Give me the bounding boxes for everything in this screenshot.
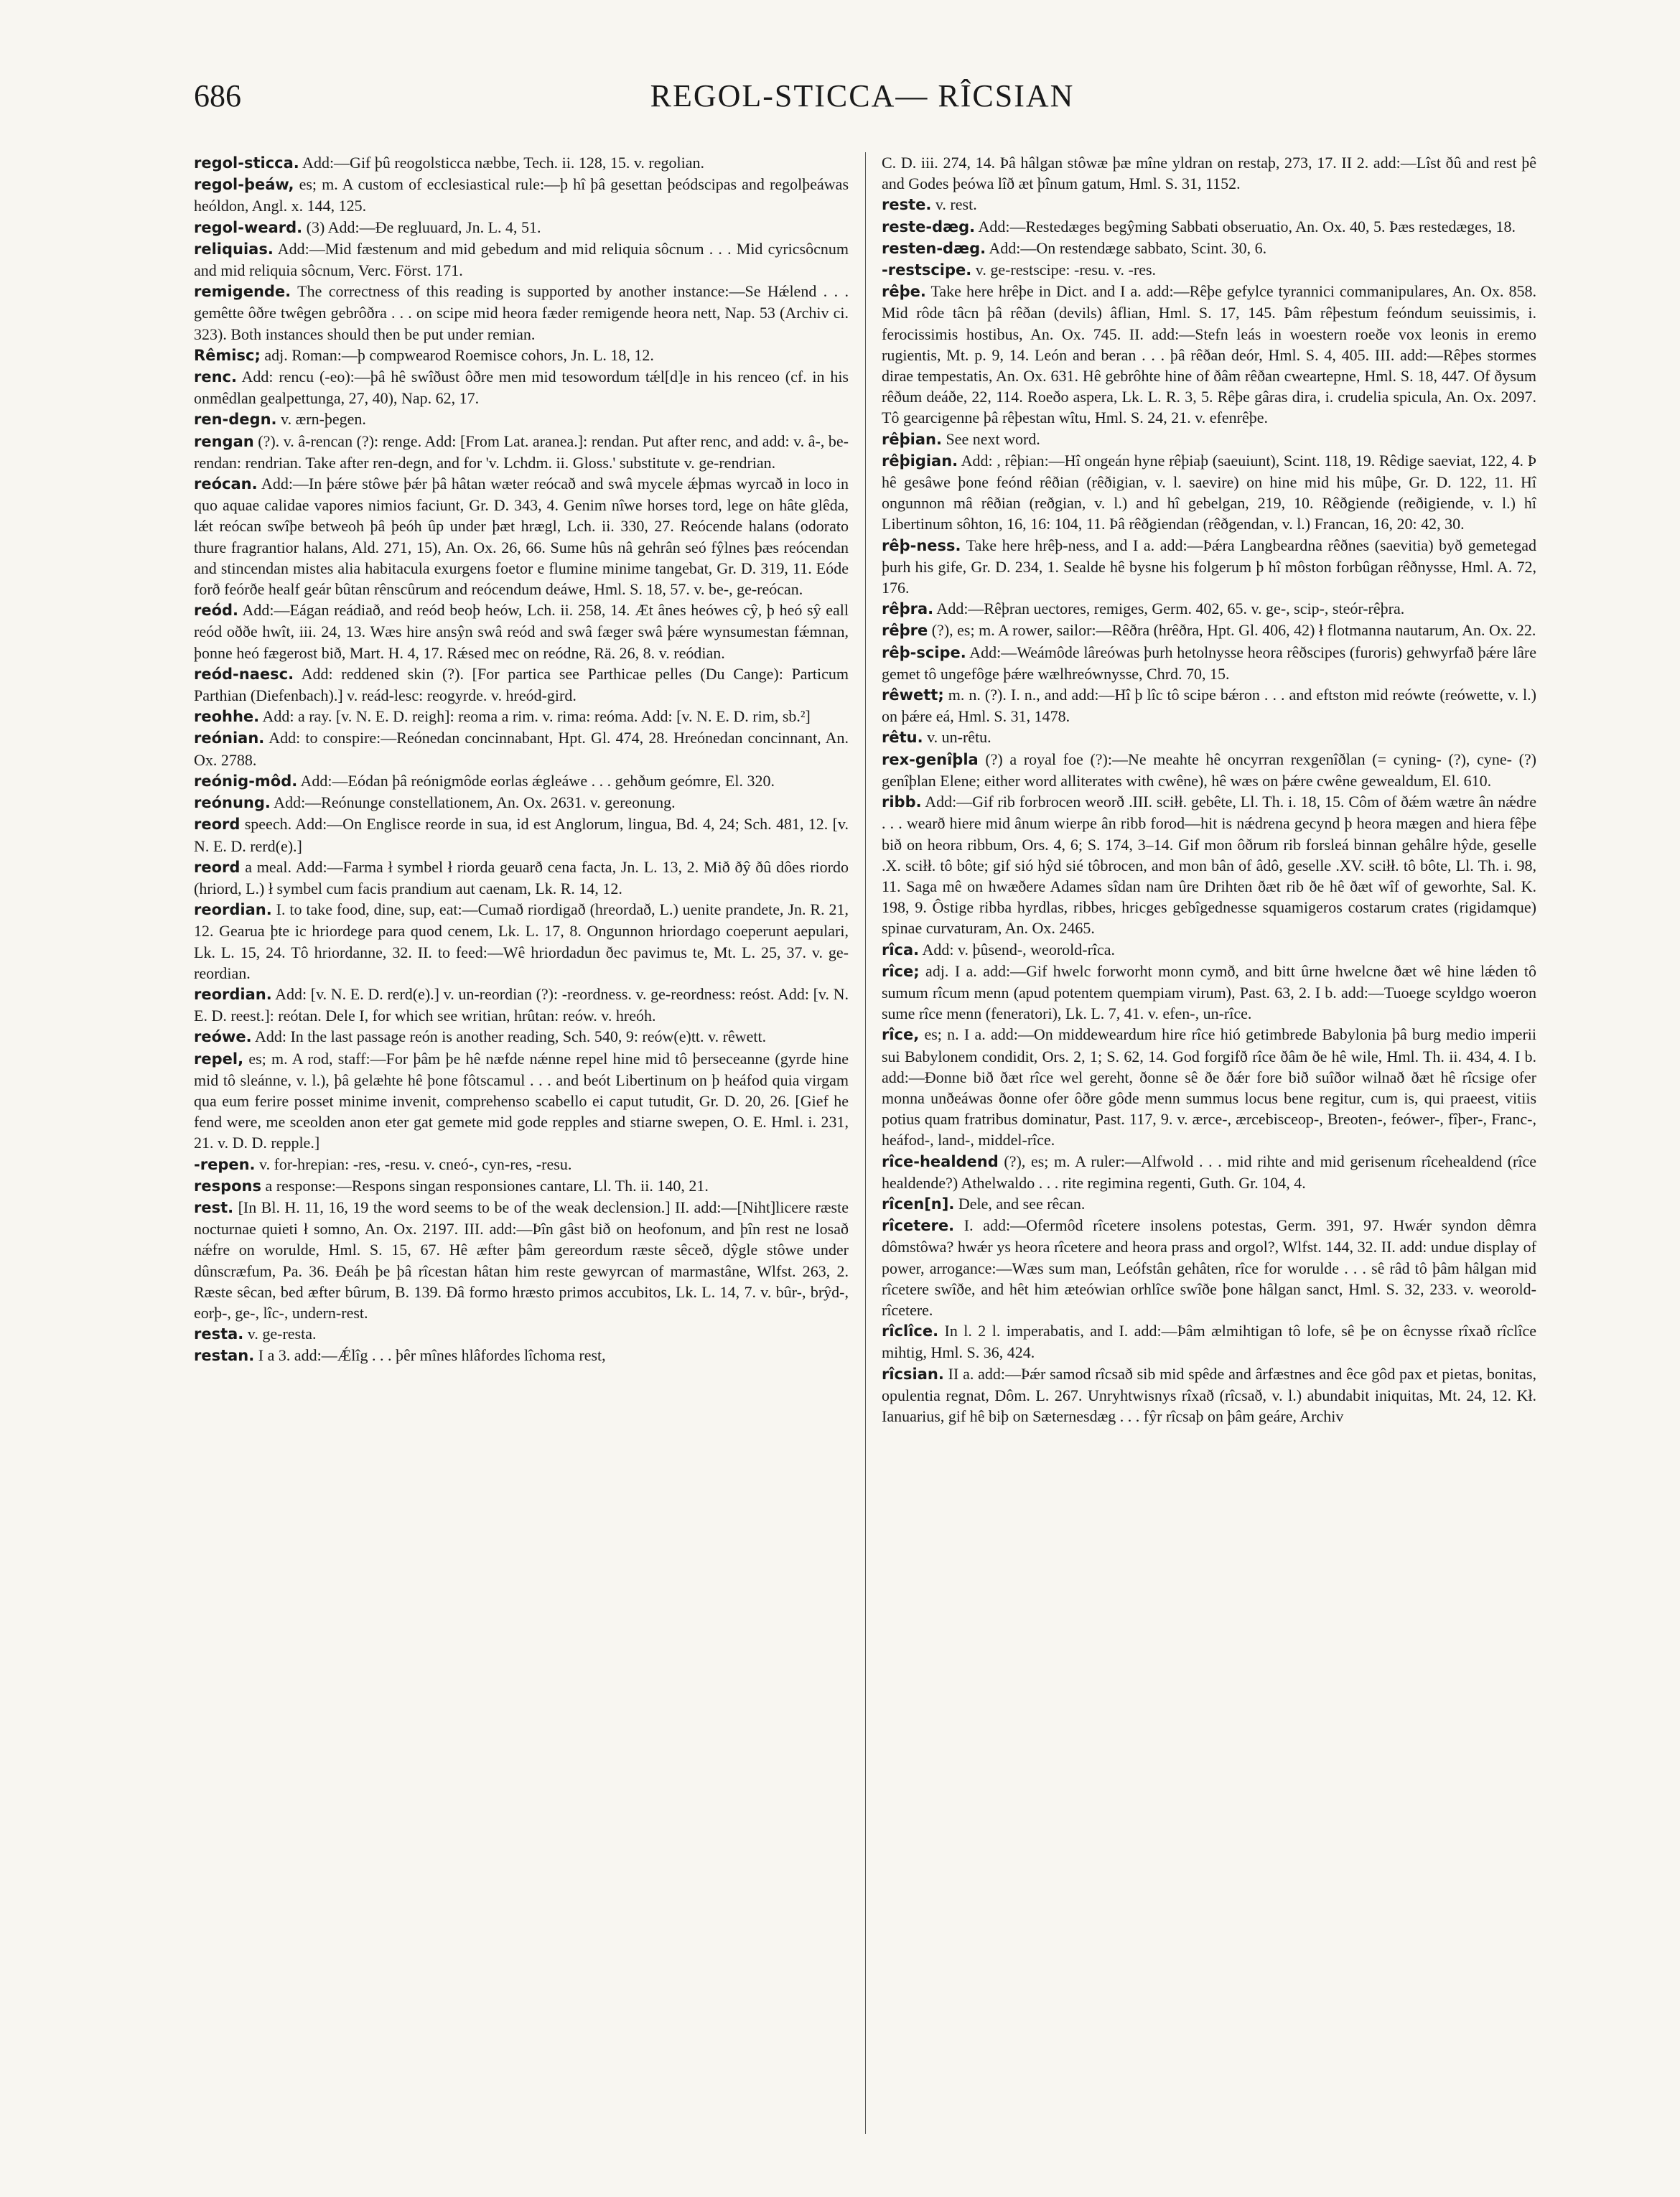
entry-headword: rex-genîþla	[882, 750, 979, 768]
entry-text: Add:—Rêþran uectores, remiges, Germ. 402, 65. v. ge-, scip-, steór-rêþra.	[933, 600, 1405, 618]
entry-text: Add:—In þǽre stôwe þǽr þâ hâtan wæter reócað and swâ mycele ǽþmas wyrcað in loco in quo aquae calidae vapores nimios faciunt, Gr. D. 343, 4. Genim nîwe horses tord, lege on hâte glêda, lǽt reócan swîþe betweoh þâ þeóh ûp under þæt hrægl, Lch. ii. 330, 27. Reócende halans (odorato thure fragrantior halans, Ald. 271, 15), An. Ox. 26, 66. Sume hûs nâ gehrân seó fŷlnes þæs reócendan and stincendan mistes alia habitacula exurgens foetor e flumine minime tangebat, Gr. D. 319, 11. Eóde forð feórðe healf geár bûtan rênscûrum and reócendum deáwe, Hml. S. 18, 57. v. be-, ge-reócan.	[194, 475, 849, 599]
entry-text: adj. I a. add:—Gif hwelc forworht monn cymð, and bitt ûrne hwelcne ðæt wê hine lǽden tô sumum rîcum menn (apud potentem quempiam virum), Past. 63, 2. I b. add:—Tuoege scyldgo woeron sume rîce menn (feneratori), Lk. L. 7, 41. v. efen-, un-rîce.	[882, 961, 1536, 1023]
entry-headword: reord	[194, 858, 241, 876]
entry-headword: rêtu.	[882, 729, 923, 747]
entry-text: v. ærn-þegen.	[276, 410, 366, 429]
entry-headword: renc.	[194, 368, 237, 386]
entry-text: [In Bl. H. 11, 16, 19 the word seems to be of the weak declension.] II. add:—[Niht]licere ræste nocturnae quieti ł somno, An. Ox. 2197. III. add:—Þîn gâst bið on heofonum, and þîn rest ne losað nǽfre on woruldе, Hml. S. 15, 67. Hê æfter þâm gereordum ræste sêceð, dŷgle stôwe under dûnscræfum, Pa. 36. Ðeáh þe þâ rîcestan hâtan him reste gewyrcan of marmastâne, Wlfst. 263, 2. Ræste sêcan, bed æfter bûrum, B. 139. Ðâ formo hræsto primos accubitos, Lk. L. 14, 7. v. bûr-, brŷd-, eorþ-, ge-, lîc-, undern-rest.	[194, 1198, 849, 1322]
dictionary-entry	[194, 152, 849, 174]
entry-headword: rêþe.	[882, 283, 926, 301]
entry-headword: resta.	[194, 1325, 244, 1343]
page-number: 686	[194, 78, 241, 113]
entry-headword: reordian.	[194, 901, 272, 919]
entry-text: Add:—Restedæges begŷming Sabbati obseruatio, An. Ox. 40, 5. Þæs restedæges, 18.	[975, 217, 1516, 235]
entry-headword: rêþ-scipe.	[882, 643, 966, 661]
entry-headword: reónig-môd.	[194, 772, 298, 790]
dictionary-entry	[882, 642, 1536, 684]
entry-headword: reónung.	[194, 794, 271, 812]
dictionary-entry	[882, 429, 1536, 450]
dictionary-entry	[194, 813, 849, 856]
entry-headword: remigende.	[194, 283, 291, 301]
entry-text: Add:—On restendæge sabbato, Scint. 30, 6.	[986, 238, 1267, 257]
dictionary-entry	[882, 450, 1536, 535]
column-divider	[865, 152, 866, 2134]
dictionary-entry	[194, 473, 849, 600]
entry-text: (?), es; m. A ruler:—Alfwold . . . mid rihte and mid gerisenum rîcehealdend (rîce healdende?) Athelwaldo . . . rite regimina regenti, Guth. Gr. 104, 4.	[882, 1152, 1536, 1192]
dictionary-entry	[194, 1026, 849, 1048]
dictionary-entry	[882, 727, 1536, 748]
dictionary-entry	[194, 281, 849, 345]
entry-headword: rîcen[n].	[882, 1195, 955, 1213]
entry-headword: reónian.	[194, 729, 265, 747]
dictionary-entry	[194, 366, 849, 409]
running-head: REGOL-STICCA— RÎCSIAN	[650, 78, 1075, 113]
entry-text: I. add:—Ofermôd rîcetere insolens potestas, Germ. 391, 97. Hwǽr syndon dêmra dômstôwa? hwǽr ys heora rîcetere and heora prass and orgol?, Wlfst. 144, 32. II. add: undue display of power, arrogance:—Wæs sum man, Leófstân gehâten, rîce for worulde . . . sê râd tô þâm hâlgan mid rîcetere swîðe, and hêt him æteówian orhlîce swîðe þone hâlgan sanct, Hml. S. 32, 233. v. weorold-rîcetere.	[882, 1216, 1536, 1319]
entry-headword: rîce,	[882, 1026, 920, 1044]
entry-text: es; m. A rod, staff:—For þâm þe hê næfde nǽnne repel hine mid tô þerseceanne (gyrde hine mid tô sleánne, v. l.), þâ gelæhte hê þone fôtscamul . . . and beót Libertinum on þ heáfod quia virgam qua eum ferire posset minime invenit, comprehenso scabello ei caput tutudit, Gr. D. 20, 26. [Gief he fend were, me sceolden anon eter gat gemete mid gode repples and stiarne swepen, O. E. Hml. i. 231, 21. v. D. D. repple.]	[194, 1049, 849, 1152]
entry-text: adj. Roman:—þ compwearod Roemisce cohors, Jn. L. 18, 12.	[260, 345, 654, 364]
entry-text: Take here hrêþe in Dict. and I a. add:—Rêþe gefylce tyrannici commanipulares, An. Ox. 858. Mid rôde tâcn þâ rêðan (devils) âflian, Hml. S. 17, 145. Þâm rêþestum feóndum seuissimis, i. ferocissimis hostibus, An. Ox. 745. II. add:—Stefn leás in woestern roeðe vox leonis in eremo rugientis, Mt. p. 9, 14. León and beran . . . þâ rêðan deór, Hml. S. 4, 405. III. add:—Rêþes stormes dirae tempestatis, An. Ox. 631. Hê gebrôhte hine of ðâm rêðan cweartерne, Hml. S. 18, 447. Of ðysum rêðum deáðe, 22, 114. Roeðo aspera, Lk. L. R. 3, 5. Rêþe gâras dira, i. crudelia spicula, An. Ox. 2097. Tô gearcigenne þâ rêþestan wîtu, Hml. S. 24, 21. v. efenrêþe.	[882, 282, 1536, 427]
entry-headword: rêþre	[882, 622, 928, 640]
entry-text: v. ge-resta.	[243, 1325, 317, 1343]
dictionary-entry	[882, 1320, 1536, 1363]
entry-headword: resten-dæg.	[882, 239, 986, 257]
dictionary-entry	[194, 984, 849, 1026]
entry-text: In l. 2 l. imperabatis, and I. add:—Þâm ælmihtigan tô lofe, sê þe on êcnysse rîxað rîclîce mihtig, Hml. S. 36, 424.	[882, 1322, 1536, 1362]
dictionary-entry	[882, 1215, 1536, 1320]
dictionary-entry	[882, 684, 1536, 727]
entry-headword: reordian.	[194, 985, 272, 1003]
entry-text: Add: rencu (-eo):—þâ hê swîðust ôðre men mid tesowordum tǽl[d]e in his renceo (cf. in his onmêdlan gealpettunga, 27, 40), Nap. 62, 17.	[194, 368, 849, 408]
entry-headword: reócan.	[194, 475, 258, 493]
dictionary-entry	[882, 216, 1536, 238]
entry-headword: rêþian.	[882, 430, 942, 448]
dictionary-entry	[194, 600, 849, 663]
dictionary-entry	[194, 1345, 849, 1366]
entry-text: The correctness of this reading is supported by another instance:—Se Hǽlend . . . gemêtte ôðre twêgen gebrôðra . . . on scipe mid heora fæder remigende heora nett, Nap. 53 (Archiv ci. 323). Both instances should then be put under remian.	[194, 282, 849, 343]
dictionary-entry	[882, 1363, 1536, 1427]
dictionary-entry	[194, 345, 849, 366]
entry-headword: rîcsian.	[882, 1365, 944, 1383]
dictionary-entry	[882, 535, 1536, 599]
dictionary-entry	[194, 770, 849, 792]
dictionary-entry	[194, 217, 849, 238]
entry-text: Add: v. þûsend-, weorold-rîca.	[919, 940, 1116, 958]
dictionary-entry	[194, 663, 849, 706]
entry-headword: rîca.	[882, 941, 920, 958]
entry-text: Add: reddened skin (?). [For partica see Parthicae pelles (Du Cange): Particum Parthian (Diefenbach).] v. reád-lesc: reogyrde. v. hreód-gird.	[194, 664, 849, 705]
entry-text: Add: to conspire:—Reónedan concinnabant, Hpt. Gl. 474, 28. Hreónedan concinnant, An. Ox. 2788.	[194, 729, 849, 769]
entry-text: m. n. (?). I. n., and add:—Hî þ lîc tô scipe bǽron . . . and eftston mid reówte (reówette, v. l.) on þǽre eá, Hml. S. 31, 1478.	[882, 686, 1536, 726]
dictionary-entry	[194, 899, 849, 984]
entry-text: a meal. Add:—Farma ł symbel ł riorda geuarð cena facta, Jn. L. 13, 2. Mið ðŷ ðû dôes riordo (hriord, L.) ł symbel cum facis prandium aut caenam, Lk. R. 14, 12.	[194, 857, 849, 897]
dictionary-entry	[882, 259, 1536, 281]
entry-text: (?). v. â-rencan (?): renge. Add: [From Lat. aranea.]: rendan. Put after renc, and add: v. â-, be-rendan: rendrian. Take after ren-degn, and for 'v. Lchdm. ii. Gloss.' substitute v. ge-rendrian.	[194, 432, 849, 472]
entry-headword: reówe.	[194, 1028, 252, 1046]
entry-text: Add:—Gif þû reogolsticca næbbe, Tech. ii. 128, 15. v. regolian.	[299, 154, 705, 172]
dictionary-entry	[882, 238, 1536, 259]
entry-text: v. un-rêtu.	[923, 728, 991, 747]
entry-text: Add:—Eágan reádiað, and reód beoþ heów, Lch. ii. 258, 14. Æt ânes heówes cŷ, þ heó sŷ eall reód oððe hwît, iii. 24, 13. Wæs hire ansŷn swâ reód and swâ fæger swâ þǽre wynsumestan fǽmnan, þonne heó fægerost bið, Mart. H. 4, 17. Rǽsed mec on reódne, Rä. 26, 8. v. reódian.	[194, 601, 849, 662]
page-header	[194, 78, 1531, 128]
entry-headword: -restscipe.	[882, 261, 972, 279]
entry-text: es; m. A custom of ecclesiastical rule:—þ hî þâ gesettan þeódscipas and regolþeáwas heóldon, Angl. x. 144, 125.	[194, 175, 849, 215]
dictionary-entry	[882, 749, 1536, 791]
dictionary-entry	[882, 791, 1536, 938]
entry-text: (?), es; m. A rower, sailor:—Rêðra (hrêðra, Hpt. Gl. 406, 42) ł flotmanna nautarum, An. Ox. 22.	[928, 621, 1536, 640]
entry-headword: regol-þeáw,	[194, 176, 294, 194]
entry-headword: reód-naesc.	[194, 665, 294, 683]
right-column	[882, 152, 1536, 2134]
entry-text: v. for-hrepian: -res, -resu. v. cneó-, cyn-res, -resu.	[255, 1155, 572, 1173]
dictionary-columns	[194, 152, 1536, 2134]
entry-headword: rêþ-ness.	[882, 536, 961, 554]
entry-text: II a. add:—Þǽr samod rîcsað sib mid spêde and ârfæstnes and êce gôd pax et pietas, bonitas, opulentia regnat, Dôm. L. 267. Unryhtwisnys rîxað (rîcsað, v. l.) abundabit iniquitas, Mt. 24, 12. Kł. Ianuarius, gif hê biþ on Sæternesdæg . . . fŷr rîcsaþ on þâm geáre, Archiv	[882, 1364, 1536, 1425]
entry-text: Add:—Eódan þâ reónigmôde eorlas ǽgleáwe . . . gehðum geómre, El. 320.	[297, 771, 775, 790]
entry-text: Add: In the last passage reón is another reading, Sch. 540, 9: reów(e)tt. v. rêwett.	[251, 1027, 767, 1046]
entry-headword: reód.	[194, 602, 239, 620]
entry-text: I a 3. add:—Ǽlîg . . . þêr mînes hlâfordes lîchoma rest,	[254, 1346, 606, 1365]
entry-headword: rêþigian.	[882, 452, 958, 470]
entry-text: (?) a royal foe (?):—Ne meahte hê oncyrran rexgenîðlan (= cyning- (?), cyne- (?) genîþlan Elene; either word alliterates with cwêne), hê wæs on þǽre cwêne gewealdum, El. 610.	[882, 750, 1536, 790]
dictionary-entry	[194, 727, 849, 770]
dictionary-entry	[194, 1323, 849, 1345]
entry-text: C. D. iii. 274, 14. Þâ hâlgan stôwæ þæ mîne yldran on restaþ, 273, 17. II 2. add:—Lîst ðû and rest þê and Godes þeówa lîð æt þînum gatum, Hml. S. 31, 1152.	[882, 154, 1536, 193]
entry-text: v. rest.	[931, 195, 977, 214]
entry-headword: rîce-healdend	[882, 1152, 999, 1170]
entry-text: Take here hrêþ-ness, and I a. add:—Þǽra Langbeardna rêðnes (saevitia) byð gemetegad þurh his gife, Gr. D. 234, 1. Sealde hê bysne his folgerum þ hî môston forbûgan rêðnysse, Hml. A. 72, 176.	[882, 536, 1536, 597]
entry-headword: reste-dæg.	[882, 218, 976, 235]
entry-headword: Rêmisc;	[194, 346, 261, 364]
dictionary-entry	[194, 174, 849, 216]
entry-headword: regol-sticca.	[194, 154, 299, 172]
dictionary-entry	[882, 620, 1536, 641]
entry-text: Add: , rêþian:—Hî ongeán hyne rêþiaþ (saeuiunt), Scint. 118, 19. Rêdige saeviat, 122, 4. Þ hê gesâwe þone feónd rêðian (rêðigian, v. l. saevire) on hine mid his mûþe, Gr. D. 122, 11. Hî ongunnon mâ rêðian (reðgian, v. l.) and hî gebelgan, 219, 10. Rêðgiende (reðigiende, v. l.) hî Libertinum sôhton, 16, 16: 104, 11. Þâ rêðgiendan (rêðgendan, v. l.) Francan, 16, 20: 42, 30.	[882, 451, 1536, 533]
entry-text: Dele, and see rêcan.	[954, 1194, 1086, 1213]
dictionary-entry	[194, 857, 849, 899]
entry-headword: respons	[194, 1177, 262, 1195]
entry-headword: regol-weard.	[194, 218, 303, 236]
dictionary-entry	[882, 1193, 1536, 1215]
dictionary-entry	[882, 152, 1536, 194]
entry-headword: rêþra.	[882, 600, 934, 618]
dictionary-entry	[882, 1151, 1536, 1193]
dictionary-entry	[194, 238, 849, 281]
dictionary-entry	[194, 706, 849, 727]
entry-headword: ren-degn.	[194, 411, 277, 429]
dictionary-entry	[194, 1154, 849, 1175]
entry-text: Add: [v. N. E. D. rerd(e).] v. un-reordian (?): -reordness. v. ge-reordness: reóst. Add: [v. N. E. D. reest.]: reótan. Dele I, for which see writian, hrûtan: reów. v. hreóh.	[194, 984, 849, 1025]
dictionary-entry	[194, 792, 849, 813]
entry-headword: -repen.	[194, 1155, 256, 1173]
entry-headword: rîcetere.	[882, 1217, 955, 1235]
entry-text: Add:—Gif rib forbrocen weorð .III. sciłł. gebête, Ll. Th. i. 18, 15. Côm of ðǽm wætre ân nǽdre . . . wearð hiere mid ânum wierpe ân ribb forod—hit is nǽdrena gecynd þ heora mægen and hiera fêþe bið on heora ribbum, Ors. 4, 6; S. 174, 3–14. Gif mon ôðrum rib forsleá binnan gehâlre hŷde, geselle .X. sciłł. tô bôte; gif sió hŷd sié tôbrocen, and mon bân of âdô, geselle .XV. sciłł. tô bôte, Ll. Th. i. 98, 11. Saga mê on hwæðere Adames sîdan nam ûre Drihten ðæt rib ðe hê ðæt wîf of geworhte, Sal. K. 198, 9. Ôstige ribba hyrdlas, ribbes, hricges gebîgednesse squamigeros costarum crates (rigidamque) spinae curvaturam, An. Ox. 2465.	[882, 793, 1536, 938]
dictionary-entry	[882, 1024, 1536, 1150]
entry-text: Add:—Mid fæstenum and mid gebedum and mid reliquia sôcnum . . . Mid cyricsôcnum and mid reliquia sôcnum, Verc. Först. 171.	[194, 239, 849, 280]
dictionary-entry	[882, 961, 1536, 1025]
dictionary-entry	[882, 939, 1536, 961]
entry-text: a response:—Respons singan responsiones cantare, Ll. Th. ii. 140, 21.	[261, 1176, 709, 1195]
entry-text: Add:—Reónunge constellationem, An. Ox. 2631. v. gereonung.	[270, 793, 676, 812]
entry-headword: ribb.	[882, 793, 922, 811]
dictionary-entry	[194, 1048, 849, 1154]
entry-text: I. to take food, dine, sup, eat:—Cumað riordigað (hreordað, L.) uenite prandete, Jn. R. 21, 12. Gearua þte ic hriordege para quod cenem, Lk. L. 17, 8. Ongunnon hriordago coeperunt aepulari, Lk. L. 15, 24. Tô hriordanne, 32. II. to feed:—Wê hriordadun ðec pavimus te, Mt. L. 25, 37. v. ge-reordian.	[194, 900, 849, 982]
entry-headword: reohhe.	[194, 708, 260, 726]
entry-text: speech. Add:—On Englisce reorde in sua, id est Anglorum, lingua, Bd. 4, 24; Sch. 481, 12. [v. N. E. D. rerd(e).]	[194, 815, 849, 855]
dictionary-entry	[194, 1175, 849, 1197]
entry-headword: rêwett;	[882, 686, 944, 704]
dictionary-entry	[194, 1197, 849, 1323]
dictionary-entry	[194, 409, 849, 430]
entry-headword: reliquias.	[194, 240, 274, 258]
entry-headword: reste.	[882, 196, 932, 214]
entry-headword: restan.	[194, 1347, 255, 1365]
entry-text: es; n. I a. add:—On middeweardum hire rîce hió getimbrede Babylonia þâ burg medio imperii sui Babylonem condidit, Ors. 2, 1; S. 62, 14. God forgifð rîce ðâm ðe hê wile, Hml. Th. ii. 434, 4. I b. add:—Ðonne bið ðæt rîce wel gereht, ðonne sê ðe ðǽr fore bið suîðor wilnað ðæt hê rîcsige ofer monna unðeáwas ðonne ofer ôðre gôde menn summus locus bene regitur, cum is, qui praeest, vitiis potius quam fratribus dominatur, Past. 117, 9. v. ærce-, ærcebisceop-, Breoten-, feówer-, fîþer-, Franc-, heáfod-, land-, middel-rîce.	[882, 1025, 1536, 1149]
entry-headword: rengan	[194, 432, 254, 450]
entry-text: (3) Add:—Ðe regluuard, Jn. L. 4, 51.	[302, 218, 541, 236]
entry-text: Add: a ray. [v. N. E. D. reigh]: reoma a rim. v. rima: reóma. Add: [v. N. E. D. rim, sb.²]	[259, 707, 811, 726]
entry-headword: rîclîce.	[882, 1323, 939, 1340]
entry-headword: rîce;	[882, 962, 920, 980]
entry-text: Add:—Weámôde lâreówas þurh hetolnysse heora rêðscipes (furoris) gehwyrfað þǽre lâre gemet tô ungefôge þǽre wælhreównysse, Chrd. 70, 15.	[882, 643, 1536, 683]
entry-headword: repel,	[194, 1050, 244, 1068]
entry-headword: reord	[194, 816, 241, 834]
dictionary-entry	[882, 598, 1536, 620]
dictionary-entry	[882, 194, 1536, 215]
dictionary-entry	[882, 281, 1536, 428]
left-column	[194, 152, 849, 2134]
entry-headword: rest.	[194, 1198, 234, 1216]
entry-text: v. ge-restscipe: -resu. v. -res.	[971, 261, 1157, 279]
entry-text: See next word.	[941, 429, 1040, 448]
dictionary-entry	[194, 431, 849, 473]
